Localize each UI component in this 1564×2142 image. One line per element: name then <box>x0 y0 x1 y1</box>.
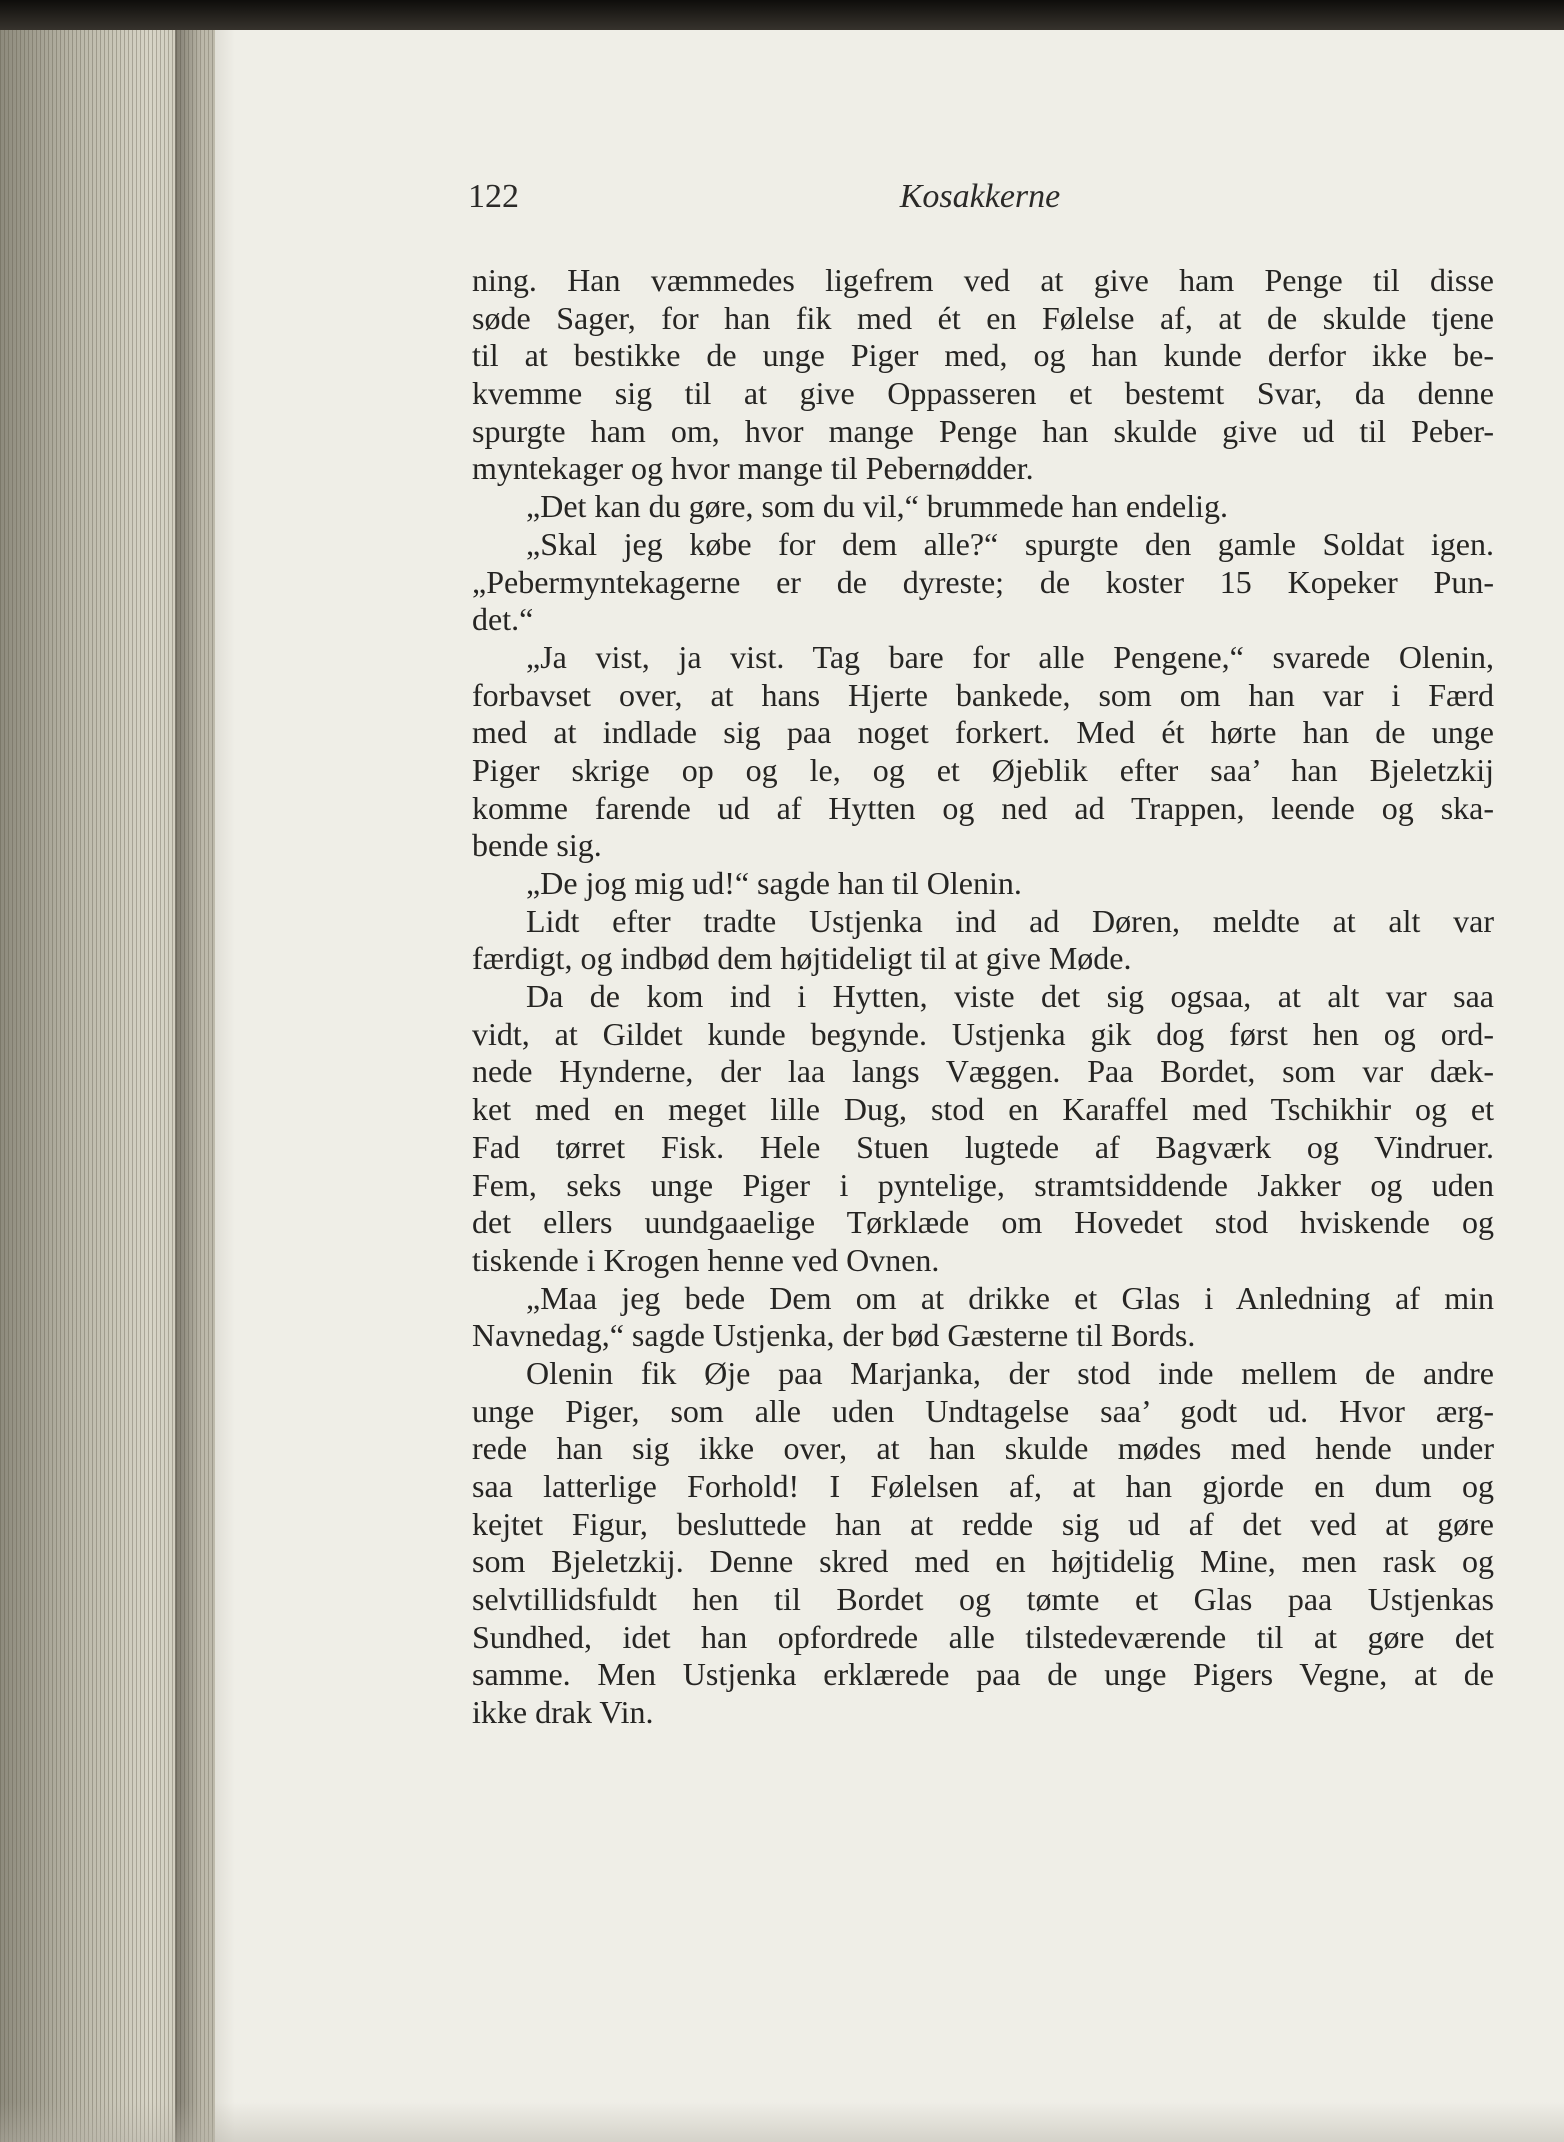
text-line: det.“ <box>472 601 534 638</box>
text-line: til at bestikke de unge Piger med, og han kunde derfor ikke be- <box>472 337 1494 374</box>
text-line: kejtet Figur, besluttede han at redde sig ud af det ved at gøre <box>472 1505 1494 1542</box>
text-line: søde Sager, for han fik med ét en Følelse af, at de skulde tjene <box>472 299 1494 336</box>
text-line: med at indlade sig paa noget forkert. Med ét hørte han de unge <box>472 714 1494 751</box>
text-line: Fem, seks unge Piger i pyntelige, stramtsiddende Jakker og uden <box>472 1166 1494 1203</box>
text-line: „Ja vist, ja vist. Tag bare for alle Pengene,“ svarede Olenin, <box>526 638 1494 675</box>
text-line: „Skal jeg købe for dem alle?“ spurgte den gamle Soldat igen. <box>526 525 1494 562</box>
text-line: „Det kan du gøre, som du vil,“ brummede han endelig. <box>526 488 1229 525</box>
text-line: færdigt, og indbød dem højtideligt til at give Møde. <box>472 940 1132 977</box>
text-line: som Bjeletzkij. Denne skred med en højtidelig Mine, men rask og <box>472 1543 1494 1580</box>
body-text <box>472 262 1494 1732</box>
page-number: 122 <box>468 178 519 215</box>
text-line: ket med en meget lille Dug, stod en Karaffel med Tschikhir og et <box>472 1091 1494 1128</box>
text-line: Navnedag,“ sagde Ustjenka, der bød Gæsterne til Bords. <box>472 1317 1196 1354</box>
text-line: Olenin fik Øje paa Marjanka, der stod inde mellem de andre <box>526 1354 1494 1391</box>
text-line: Lidt efter tradte Ustjenka ind ad Døren, meldte at alt var <box>526 902 1494 939</box>
text-line: spurgte ham om, hvor mange Penge han skulde give ud til Peber- <box>472 412 1494 449</box>
text-line: komme farende ud af Hytten og ned ad Trappen, leende og ska- <box>472 789 1494 826</box>
book-gutter-shadow <box>175 30 235 2142</box>
text-line: bende sig. <box>472 827 602 864</box>
text-line: Piger skrige op og le, og et Øjeblik efter saa’ han Bjeletzkij <box>472 751 1494 788</box>
text-line: tiskende i Krogen henne ved Ovnen. <box>472 1241 940 1278</box>
text-line: saa latterlige Forhold! I Følelsen af, at han gjorde en dum og <box>472 1468 1494 1504</box>
text-line: nede Hynderne, der laa langs Væggen. Paa Bordet, som var dæk- <box>472 1053 1494 1090</box>
running-header <box>468 172 1492 222</box>
text-line: Fad tørret Fisk. Hele Stuen lugtede af Bagværk og Vindruer. <box>472 1128 1494 1165</box>
text-line: „Maa jeg bede Dem om at drikke et Glas i Anledning af min <box>526 1279 1494 1316</box>
text-line: selvtillidsfuldt hen til Bordet og tømte et Glas paa Ustjenkas <box>472 1581 1494 1618</box>
text-line: unge Piger, som alle uden Undtagelse saa’ godt ud. Hvor ærg- <box>472 1392 1494 1429</box>
text-line: „De jog mig ud!“ sagde han til Olenin. <box>526 865 1022 901</box>
text-line: ning. Han væmmedes ligefrem ved at give ham Penge til disse <box>472 262 1494 298</box>
text-line: det ellers uundgaaelige Tørklæde om Hovedet stod hviskende og <box>472 1204 1494 1241</box>
text-line: forbavset over, at hans Hjerte bankede, som om han var i Færd <box>472 676 1494 713</box>
scan-bottom-shade <box>0 2102 1564 2142</box>
running-title: Kosakkerne <box>899 178 1061 215</box>
text-line: vidt, at Gildet kunde begynde. Ustjenka gik dog først hen og ord- <box>472 1015 1494 1052</box>
text-line: samme. Men Ustjenka erklærede paa de unge Pigers Vegne, at de <box>472 1656 1494 1693</box>
text-line: myntekager og hvor mange til Pebernødder. <box>472 450 1034 487</box>
text-line: ikke drak Vin. <box>472 1694 654 1731</box>
text-line: kvemme sig til at give Oppasseren et bestemt Svar, da denne <box>472 375 1494 412</box>
text-line: rede han sig ikke over, at han skulde mødes med hende under <box>472 1430 1494 1467</box>
text-line: Sundhed, idet han opfordrede alle tilstedeværende til at gøre det <box>472 1618 1494 1655</box>
text-line: „Pebermyntekagerne er de dyreste; de koster 15 Kopeker Pun- <box>472 563 1494 600</box>
scan-top-edge <box>0 0 1564 34</box>
text-line: Da de kom ind i Hytten, viste det sig ogsaa, at alt var saa <box>526 978 1494 1015</box>
